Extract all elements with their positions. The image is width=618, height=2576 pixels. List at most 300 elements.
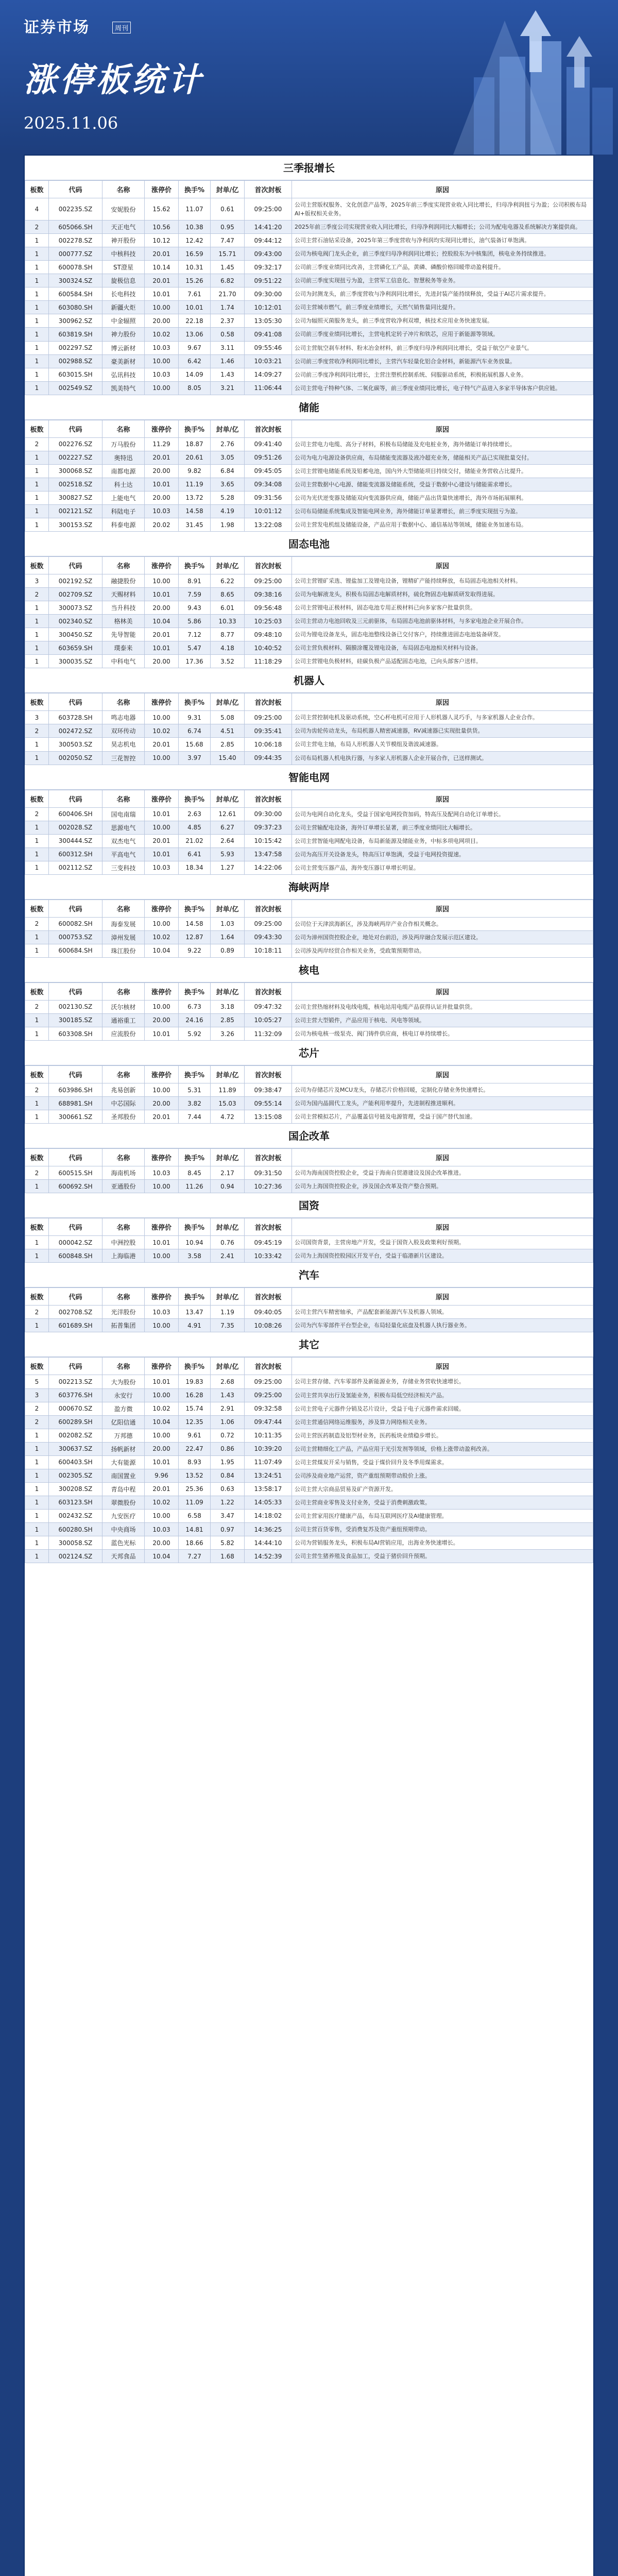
table-cell: 09:32:17: [245, 261, 292, 274]
reason-cell: 公司前三季度业绩同比改善，主营磷化工产品，黄磷、磷酸价格回暖带动盈利提升。: [292, 261, 593, 274]
table-cell: 10.04: [145, 1415, 179, 1429]
table-cell: 1: [25, 301, 49, 314]
table-cell: 20.01: [145, 247, 179, 261]
table-cell: 南国置业: [102, 1469, 145, 1482]
table-row: [25, 1375, 593, 1388]
column-header: 代码: [49, 1149, 102, 1166]
table-row: [25, 368, 593, 381]
table-cell: 09:25:00: [245, 1388, 292, 1402]
table-cell: 10.01: [179, 301, 211, 314]
column-header: 封单/亿: [211, 1149, 245, 1166]
reason-cell: 公司为电解液龙头，积极布局固态电解质材料，硫化物固态电解质研发取得进展。: [292, 588, 593, 601]
table-cell: 8.91: [179, 574, 211, 588]
table-cell: 002130.SZ: [49, 1000, 102, 1013]
column-header: 换手%: [179, 900, 211, 917]
limit-up-table: [25, 790, 593, 875]
table-cell: 25.36: [179, 1482, 211, 1496]
column-header: 涨停价: [145, 1149, 179, 1166]
table-cell: 平高电气: [102, 848, 145, 861]
reason-cell: 公司主营家用医疗健康产品，布局互联网医疗及AI健康管理。: [292, 1509, 593, 1522]
table-cell: 1: [25, 1249, 49, 1263]
table-cell: 13:58:17: [245, 1482, 292, 1496]
limit-up-table: [25, 420, 593, 532]
table-row: [25, 314, 593, 328]
table-cell: 300073.SZ: [49, 601, 102, 615]
table-cell: 中金辐照: [102, 314, 145, 328]
table-row: [25, 261, 593, 274]
table-cell: 当升科技: [102, 601, 145, 615]
table-row: [25, 274, 593, 287]
table-cell: 1: [25, 751, 49, 765]
table-cell: 天赐材料: [102, 588, 145, 601]
reason-cell: 公司为营销服务龙头，积极布局AI营销应用，出海业务快速增长。: [292, 1536, 593, 1550]
reason-cell: 公司为漳州国资控股企业，地处对台前沿，涉及两岸融合发展示范区建设。: [292, 930, 593, 944]
table-cell: 9.43: [179, 601, 211, 615]
table-cell: 09:30:00: [245, 807, 292, 821]
table-cell: 09:25:00: [245, 198, 292, 221]
table-cell: 20.01: [145, 628, 179, 641]
reason-cell: 公司涉及两岸经贸合作相关业务，受政策预期带动。: [292, 944, 593, 957]
table-row: [25, 711, 593, 724]
table-cell: 09:55:14: [245, 1097, 292, 1110]
table-row: [25, 328, 593, 341]
table-cell: 1: [25, 1482, 49, 1496]
reason-cell: 公司位于天津滨海新区，涉及海峡两岸产业合作相关概念。: [292, 917, 593, 930]
table-cell: 12.35: [179, 1415, 211, 1429]
column-header: 名称: [102, 181, 145, 198]
reason-cell: 公司主营汽车精密轴承，产品配套新能源汽车及机器人领域。: [292, 1306, 593, 1319]
table-cell: 2.63: [179, 807, 211, 821]
table-cell: 14:44:10: [245, 1536, 292, 1550]
table-cell: 1: [25, 504, 49, 518]
table-cell: 09:38:16: [245, 588, 292, 601]
table-cell: 10.02: [145, 724, 179, 738]
table-cell: 7.47: [211, 234, 245, 247]
table-cell: 10:05:27: [245, 1013, 292, 1027]
table-cell: 600848.SH: [49, 1249, 102, 1263]
table-cell: 4.51: [211, 724, 245, 738]
table-row: [25, 917, 593, 930]
table-cell: 300035.SZ: [49, 655, 102, 668]
table-cell: 1: [25, 1442, 49, 1455]
table-cell: 10.03: [145, 861, 179, 874]
table-row: [25, 574, 593, 588]
table-cell: 14.58: [179, 504, 211, 518]
table-cell: 600078.SH: [49, 261, 102, 274]
table-cell: 10.02: [145, 1402, 179, 1415]
table-cell: 7.27: [179, 1550, 211, 1563]
table-row: [25, 1249, 593, 1263]
table-cell: 11.07: [179, 198, 211, 221]
table-cell: 000670.SZ: [49, 1402, 102, 1415]
table-cell: 002708.SZ: [49, 1306, 102, 1319]
column-header: 首次封板: [245, 1218, 292, 1236]
table-cell: 1: [25, 1097, 49, 1110]
table-cell: 600515.SH: [49, 1166, 102, 1180]
table-cell: 1: [25, 1180, 49, 1193]
table-cell: 10:15:42: [245, 834, 292, 848]
column-header: 首次封板: [245, 982, 292, 1000]
reason-cell: 公司主营数据中心电源、储能变流器及储能系统，受益于数据中心建设与储能需求增长。: [292, 478, 593, 491]
table-cell: 8.77: [211, 628, 245, 641]
table-cell: 8.65: [211, 588, 245, 601]
table-cell: 002235.SZ: [49, 198, 102, 221]
table-cell: 1: [25, 1523, 49, 1536]
table-cell: 3: [25, 574, 49, 588]
reason-cell: 公司主营发电机组及储能设备，产品应用于数据中心、通信基站等领域，储能业务加速布局。: [292, 518, 593, 531]
table-cell: 20.00: [145, 314, 179, 328]
column-header: 板数: [25, 420, 49, 437]
table-cell: 7.59: [179, 588, 211, 601]
reason-cell: 公司主营存储、汽车零部件及新能源业务，存储业务营收快速增长。: [292, 1375, 593, 1388]
table-cell: 600289.SH: [49, 1415, 102, 1429]
table-cell: 300153.SZ: [49, 518, 102, 531]
column-header: 原因: [292, 1149, 593, 1166]
table-row: [25, 518, 593, 531]
table-cell: 20.61: [179, 451, 211, 464]
table-cell: 6.84: [211, 464, 245, 478]
column-header: 板数: [25, 1218, 49, 1236]
table-row: [25, 301, 593, 314]
table-cell: 603819.SH: [49, 328, 102, 341]
column-header: 名称: [102, 982, 145, 1000]
table-cell: 20.00: [145, 1097, 179, 1110]
column-header: 首次封板: [245, 420, 292, 437]
table-cell: 09:43:00: [245, 247, 292, 261]
section-title: 三季报增长: [25, 156, 593, 180]
table-cell: 1: [25, 261, 49, 274]
column-header: 板数: [25, 900, 49, 917]
table-cell: 14:36:25: [245, 1523, 292, 1536]
table-cell: 16.59: [179, 247, 211, 261]
column-header: 封单/亿: [211, 1066, 245, 1083]
table-cell: 海南机场: [102, 1166, 145, 1180]
table-cell: 珠江股份: [102, 944, 145, 957]
table-cell: 盈方微: [102, 1402, 145, 1415]
reason-cell: 公司主营热缩材料及电线电缆，核电站用电缆产品获得认证并批量供货。: [292, 1000, 593, 1013]
reason-cell: 公司主营航空刹车材料、粉末冶金材料，前三季度归母净利润同比增长，受益于航空产业景气。: [292, 341, 593, 354]
table-cell: 中芯国际: [102, 1097, 145, 1110]
table-cell: 8.93: [179, 1455, 211, 1469]
table-cell: 22.18: [179, 314, 211, 328]
reason-cell: 公司为辐照灭菌服务龙头，前三季度营收净利双增，核技术应用业务快速发展。: [292, 314, 593, 328]
table-cell: 20.00: [145, 491, 179, 504]
table-cell: 002432.SZ: [49, 1509, 102, 1522]
table-cell: 002028.SZ: [49, 821, 102, 834]
table-cell: 2: [25, 1415, 49, 1429]
table-cell: 18.34: [179, 861, 211, 874]
table-cell: 1: [25, 491, 49, 504]
table-cell: 1: [25, 1536, 49, 1550]
table-cell: 10.00: [145, 751, 179, 765]
table-cell: 蓝色光标: [102, 1536, 145, 1550]
table-row: [25, 464, 593, 478]
table-cell: 10:06:18: [245, 738, 292, 751]
table-cell: 8.05: [179, 381, 211, 395]
table-row: [25, 724, 593, 738]
table-cell: 10.33: [211, 615, 245, 628]
table-cell: 昊志机电: [102, 738, 145, 751]
table-row: [25, 1496, 593, 1509]
table-cell: 1: [25, 821, 49, 834]
table-cell: 09:47:32: [245, 1000, 292, 1013]
table-cell: 0.89: [211, 944, 245, 957]
table-row: [25, 944, 593, 957]
table-cell: 3.65: [211, 478, 245, 491]
table-cell: 天邦食品: [102, 1550, 145, 1563]
limit-up-table: [25, 1357, 593, 1563]
table-cell: 3.52: [211, 655, 245, 668]
table-cell: 10.01: [145, 641, 179, 655]
table-cell: 5.47: [179, 641, 211, 655]
table-cell: 1: [25, 655, 49, 668]
table-cell: 13.52: [179, 1469, 211, 1482]
table-cell: 20.01: [145, 1482, 179, 1496]
table-cell: 09:32:58: [245, 1402, 292, 1415]
table-cell: 1: [25, 641, 49, 655]
table-cell: 002472.SZ: [49, 724, 102, 738]
table-cell: 10:18:11: [245, 944, 292, 957]
table-cell: 10.03: [145, 1166, 179, 1180]
table-row: [25, 834, 593, 848]
table-cell: 20.01: [145, 274, 179, 287]
reason-cell: 公司为高压开关设备龙头，特高压订单饱满，受益于电网投资提速。: [292, 848, 593, 861]
table-row: [25, 1415, 593, 1429]
table-cell: 漳州发展: [102, 930, 145, 944]
city-arrows-illustration: [350, 0, 618, 155]
table-cell: 9.61: [179, 1429, 211, 1442]
column-header: 原因: [292, 1066, 593, 1083]
table-cell: 13:22:08: [245, 518, 292, 531]
table-cell: 002082.SZ: [49, 1429, 102, 1442]
table-cell: 09:30:00: [245, 287, 292, 301]
table-cell: 10:08:26: [245, 1319, 292, 1332]
column-header: 代码: [49, 557, 102, 574]
table-cell: 300962.SZ: [49, 314, 102, 328]
brand-sub: 周刊: [112, 22, 131, 33]
table-cell: 3: [25, 711, 49, 724]
table-cell: 7.44: [179, 1110, 211, 1124]
limit-up-table: [25, 556, 593, 668]
column-header: 首次封板: [245, 1149, 292, 1166]
table-cell: 20.01: [145, 451, 179, 464]
column-header: 代码: [49, 181, 102, 198]
table-cell: 3.58: [179, 1249, 211, 1263]
table-row: [25, 1550, 593, 1563]
table-row: [25, 861, 593, 874]
table-row: [25, 1469, 593, 1482]
column-header: 代码: [49, 693, 102, 711]
column-header: 名称: [102, 790, 145, 807]
table-cell: 2: [25, 221, 49, 234]
table-row: [25, 738, 593, 751]
table-cell: 10.00: [145, 711, 179, 724]
table-cell: 20.00: [145, 1442, 179, 1455]
column-header: 名称: [102, 1358, 145, 1375]
table-cell: 002297.SZ: [49, 341, 102, 354]
table-cell: 1: [25, 944, 49, 957]
table-cell: 2.37: [211, 314, 245, 328]
reason-cell: 公司国资背景，主营房地产开发，受益于国资入股及政策利好预期。: [292, 1236, 593, 1249]
table-cell: 1.98: [211, 518, 245, 531]
column-header: 代码: [49, 900, 102, 917]
section-title: 机器人: [25, 668, 593, 693]
table-cell: 10.12: [145, 234, 179, 247]
column-header: 换手%: [179, 1358, 211, 1375]
table-cell: 15.74: [179, 1402, 211, 1415]
table-cell: 21.70: [211, 287, 245, 301]
table-cell: 1: [25, 834, 49, 848]
reason-cell: 公司为上海国资控股企业，涉及国企改革及资产整合预期。: [292, 1180, 593, 1193]
column-header: 首次封板: [245, 1288, 292, 1306]
column-header: 名称: [102, 1149, 145, 1166]
table-cell: 1: [25, 1550, 49, 1563]
column-header: 原因: [292, 693, 593, 711]
table-cell: 13:24:51: [245, 1469, 292, 1482]
column-header: 原因: [292, 1218, 593, 1236]
table-cell: 09:35:41: [245, 724, 292, 738]
table-cell: 09:43:30: [245, 930, 292, 944]
table-cell: 20.00: [145, 601, 179, 615]
column-header: 封单/亿: [211, 1358, 245, 1375]
table-cell: 大有能源: [102, 1455, 145, 1469]
table-cell: 10.01: [145, 807, 179, 821]
table-cell: 1: [25, 314, 49, 328]
table-cell: 09:44:12: [245, 234, 292, 247]
table-cell: 1.46: [211, 354, 245, 368]
table-cell: 3: [25, 1388, 49, 1402]
table-cell: 5.82: [211, 1536, 245, 1550]
reason-cell: 公司主营锂电负极材料，硅碳负极产品适配固态电池，已向头部客户送样。: [292, 655, 593, 668]
table-cell: 10:03:21: [245, 354, 292, 368]
table-cell: 中科电气: [102, 655, 145, 668]
table-cell: 兆易创新: [102, 1083, 145, 1097]
table-row: [25, 354, 593, 368]
table-cell: 15.62: [145, 198, 179, 221]
column-header: 代码: [49, 1288, 102, 1306]
table-cell: 10.01: [145, 1236, 179, 1249]
table-cell: 1: [25, 1429, 49, 1442]
table-cell: 1.45: [211, 261, 245, 274]
table-cell: 2.85: [211, 738, 245, 751]
table-cell: 300444.SZ: [49, 834, 102, 848]
column-header: 名称: [102, 1218, 145, 1236]
column-header: 名称: [102, 693, 145, 711]
table-cell: 10:27:36: [245, 1180, 292, 1193]
column-header: 涨停价: [145, 1288, 179, 1306]
table-row: [25, 1482, 593, 1496]
column-header: 封单/亿: [211, 693, 245, 711]
table-cell: 10.00: [145, 917, 179, 930]
table-cell: 4.72: [211, 1110, 245, 1124]
table-row: [25, 601, 593, 615]
table-row: [25, 1166, 593, 1180]
reason-cell: 公司主营版权服务、文化创意产品等，2025年前三季度实现营业收入同比增长，归母净利润扭亏为盈；公司积极布局AI+版权相关业务。: [292, 198, 593, 221]
table-cell: 10.02: [145, 1496, 179, 1509]
table-cell: 2: [25, 1000, 49, 1013]
reason-cell: 公司为电网自动化龙头，受益于国家电网投资加码，特高压及配网自动化订单增长。: [292, 807, 593, 821]
table-row: [25, 491, 593, 504]
table-cell: 10.00: [145, 1249, 179, 1263]
column-header: 首次封板: [245, 693, 292, 711]
table-cell: 双环传动: [102, 724, 145, 738]
column-header: 涨停价: [145, 790, 179, 807]
table-cell: 15.68: [179, 738, 211, 751]
table-cell: 1: [25, 738, 49, 751]
table-row: [25, 437, 593, 451]
table-cell: 20.02: [145, 518, 179, 531]
table-cell: 5: [25, 1375, 49, 1388]
table-cell: 3.05: [211, 451, 245, 464]
limit-up-table: [25, 1218, 593, 1263]
table-cell: 09:51:22: [245, 274, 292, 287]
column-header: 名称: [102, 1066, 145, 1083]
section-title: 国资: [25, 1193, 593, 1218]
table-cell: 天正电气: [102, 221, 145, 234]
table-cell: 14:41:20: [245, 221, 292, 234]
table-cell: 1: [25, 1110, 49, 1124]
reason-cell: 公司为核电阀门龙头企业，前三季度归母净利润同比增长；控股股东为中核集团，核电业务持续推进。: [292, 247, 593, 261]
table-cell: 300185.SZ: [49, 1013, 102, 1027]
column-header: 代码: [49, 1358, 102, 1375]
table-cell: 603080.SH: [49, 301, 102, 314]
table-row: [25, 807, 593, 821]
column-header: 板数: [25, 1149, 49, 1166]
limit-up-table: [25, 1065, 593, 1124]
table-cell: 鸣志电器: [102, 711, 145, 724]
table-cell: 0.84: [211, 1469, 245, 1482]
column-header: 涨停价: [145, 420, 179, 437]
table-cell: 1.64: [211, 930, 245, 944]
table-cell: 300503.SZ: [49, 738, 102, 751]
reason-cell: 公司为锂电设备龙头，固态电池整线设备已交付客户，持续推进固态电池装备研发。: [292, 628, 593, 641]
table-row: [25, 198, 593, 221]
table-row: [25, 478, 593, 491]
table-cell: 10.94: [179, 1236, 211, 1249]
table-cell: 1.68: [211, 1550, 245, 1563]
table-row: [25, 588, 593, 601]
table-cell: 2: [25, 1402, 49, 1415]
table-cell: 14:22:06: [245, 861, 292, 874]
table-cell: 5.28: [211, 491, 245, 504]
table-cell: 长电科技: [102, 287, 145, 301]
table-row: [25, 381, 593, 395]
table-cell: 科士达: [102, 478, 145, 491]
table-row: [25, 1455, 593, 1469]
table-cell: 000777.SZ: [49, 247, 102, 261]
table-cell: 2: [25, 1166, 49, 1180]
table-cell: 2: [25, 1306, 49, 1319]
column-header: 换手%: [179, 790, 211, 807]
table-cell: 10.00: [145, 1388, 179, 1402]
table-cell: 10.31: [179, 261, 211, 274]
table-cell: 万马股份: [102, 437, 145, 451]
table-cell: 11.89: [211, 1083, 245, 1097]
table-cell: 603308.SH: [49, 1027, 102, 1041]
table-cell: 6.27: [211, 821, 245, 834]
table-cell: 科陆电子: [102, 504, 145, 518]
column-header: 名称: [102, 420, 145, 437]
table-cell: 1: [25, 1013, 49, 1027]
column-header: 涨停价: [145, 181, 179, 198]
column-header: 首次封板: [245, 900, 292, 917]
column-header: 首次封板: [245, 1066, 292, 1083]
table-cell: 1: [25, 848, 49, 861]
table-cell: 2: [25, 917, 49, 930]
column-header: 封单/亿: [211, 181, 245, 198]
table-cell: 10.03: [145, 504, 179, 518]
table-row: [25, 1097, 593, 1110]
